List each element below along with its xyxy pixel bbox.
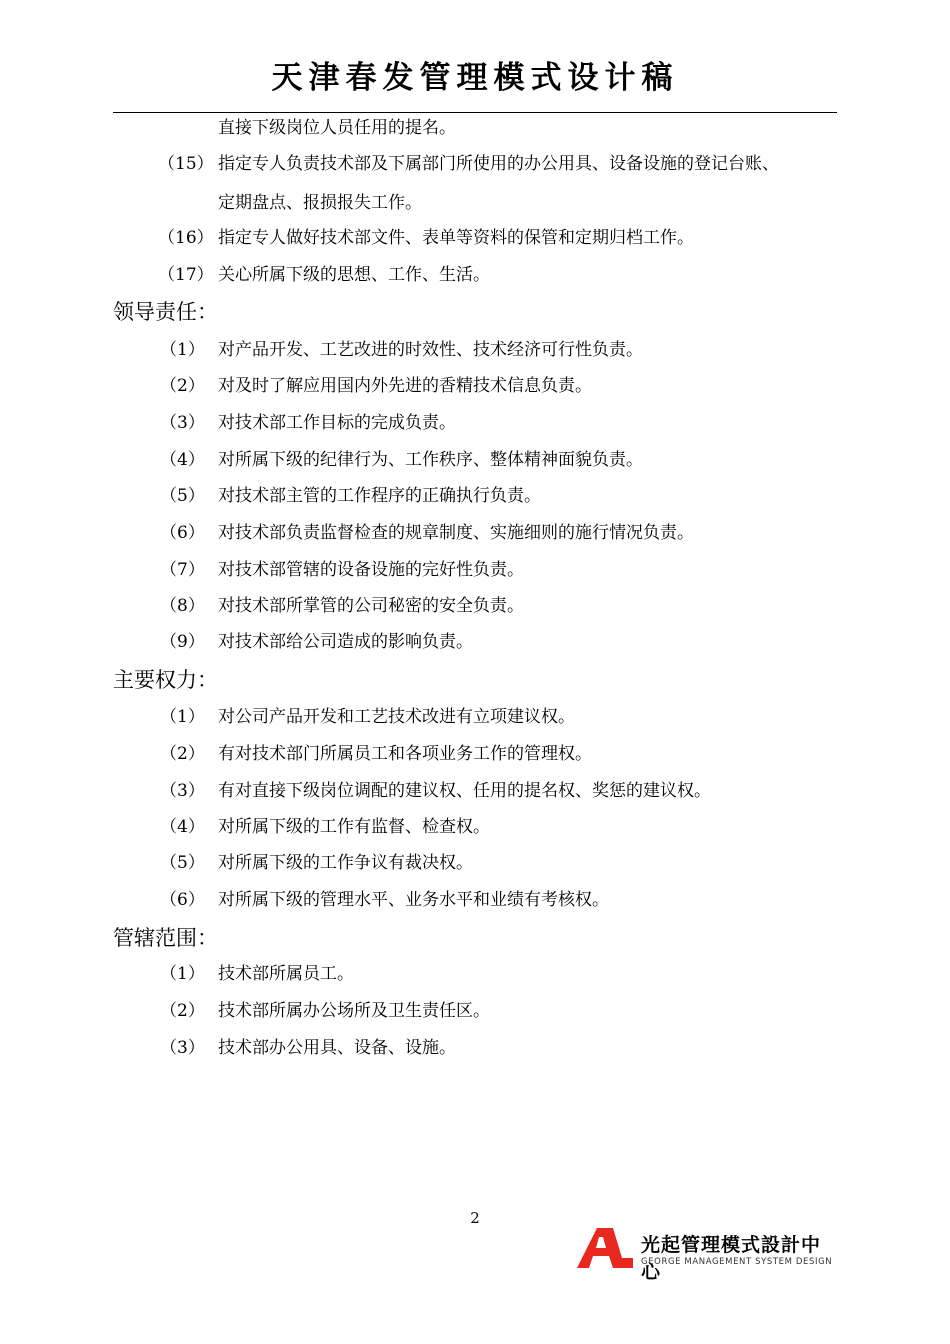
item-text: 定期盘点、报损报失工作。 bbox=[218, 193, 422, 213]
logo-english-name: GEORGE MANAGEMENT SYSTEM DESIGN bbox=[641, 1257, 833, 1267]
item-number: （16） bbox=[158, 228, 214, 248]
header-rule bbox=[113, 112, 837, 113]
item-text: 指定专人负责技术部及下属部门所使用的办公用具、设备设施的登记台账、 bbox=[218, 154, 779, 174]
item-number: （1） bbox=[160, 707, 205, 727]
page-number: 2 bbox=[470, 1209, 480, 1227]
item-text: 对及时了解应用国内外先进的香精技术信息负责。 bbox=[218, 376, 592, 396]
item-number: （1） bbox=[160, 340, 205, 360]
item-number: （2） bbox=[160, 744, 205, 764]
item-text: 技术部所属办公场所及卫生责任区。 bbox=[218, 1001, 490, 1021]
page-header-title: 天津春发管理模式设计稿 bbox=[271, 60, 679, 96]
item-text: 有对直接下级岗位调配的建议权、任用的提名权、奖惩的建议权。 bbox=[218, 781, 711, 801]
item-text: 有对技术部门所属员工和各项业务工作的管理权。 bbox=[218, 744, 592, 764]
section-heading-leadership: 领导责任： bbox=[113, 300, 218, 324]
item-text: 技术部办公用具、设备、设施。 bbox=[218, 1038, 456, 1058]
item-text: 对技术部工作目标的完成负责。 bbox=[218, 413, 456, 433]
item-text: 对技术部管辖的设备设施的完好性负责。 bbox=[218, 560, 524, 580]
item-text: 对所属下级的工作有监督、检查权。 bbox=[218, 817, 490, 837]
item-number: （5） bbox=[160, 486, 205, 506]
company-logo bbox=[575, 1228, 837, 1283]
item-text: 对公司产品开发和工艺技术改进有立项建议权。 bbox=[218, 707, 575, 727]
item-text: 对所属下级的工作争议有裁决权。 bbox=[218, 853, 473, 873]
item-number: （9） bbox=[160, 632, 205, 652]
item-number: （5） bbox=[160, 853, 205, 873]
item-text: 对技术部负责监督检查的规章制度、实施细则的施行情况负责。 bbox=[218, 523, 694, 543]
item-number: （8） bbox=[160, 596, 205, 616]
item-number: （6） bbox=[160, 523, 205, 543]
item-text: 直接下级岗位人员任用的提名。 bbox=[218, 118, 456, 138]
section-heading-scope: 管辖范围： bbox=[113, 926, 218, 950]
item-number: （4） bbox=[160, 817, 205, 837]
item-number: （2） bbox=[160, 1001, 205, 1021]
item-number: （4） bbox=[160, 450, 205, 470]
item-text: 对技术部所掌管的公司秘密的安全负责。 bbox=[218, 596, 524, 616]
item-text: 关心所属下级的思想、工作、生活。 bbox=[218, 265, 490, 285]
logo-chinese-name: 光起管理模式設計中心 bbox=[641, 1234, 822, 1283]
logo-a-icon bbox=[575, 1228, 633, 1268]
item-number: （1） bbox=[160, 964, 205, 984]
item-text: 对技术部主管的工作程序的正确执行负责。 bbox=[218, 486, 541, 506]
item-text: 技术部所属员工。 bbox=[218, 964, 354, 984]
item-number: （3） bbox=[160, 781, 205, 801]
item-number: （6） bbox=[160, 890, 205, 910]
item-text: 对技术部给公司造成的影响负责。 bbox=[218, 632, 473, 652]
item-text: 对所属下级的纪律行为、工作秩序、整体精神面貌负责。 bbox=[218, 450, 643, 470]
item-text: 对产品开发、工艺改进的时效性、技术经济可行性负责。 bbox=[218, 340, 643, 360]
item-number: （3） bbox=[160, 413, 205, 433]
item-number: （3） bbox=[160, 1038, 205, 1058]
item-number: （15） bbox=[158, 154, 214, 174]
item-number: （17） bbox=[158, 265, 214, 285]
item-text: 指定专人做好技术部文件、表单等资料的保管和定期归档工作。 bbox=[218, 228, 694, 248]
item-number: （2） bbox=[160, 376, 205, 396]
item-number: （7） bbox=[160, 560, 205, 580]
item-text: 对所属下级的管理水平、业务水平和业绩有考核权。 bbox=[218, 890, 609, 910]
section-heading-powers: 主要权力： bbox=[113, 668, 218, 692]
